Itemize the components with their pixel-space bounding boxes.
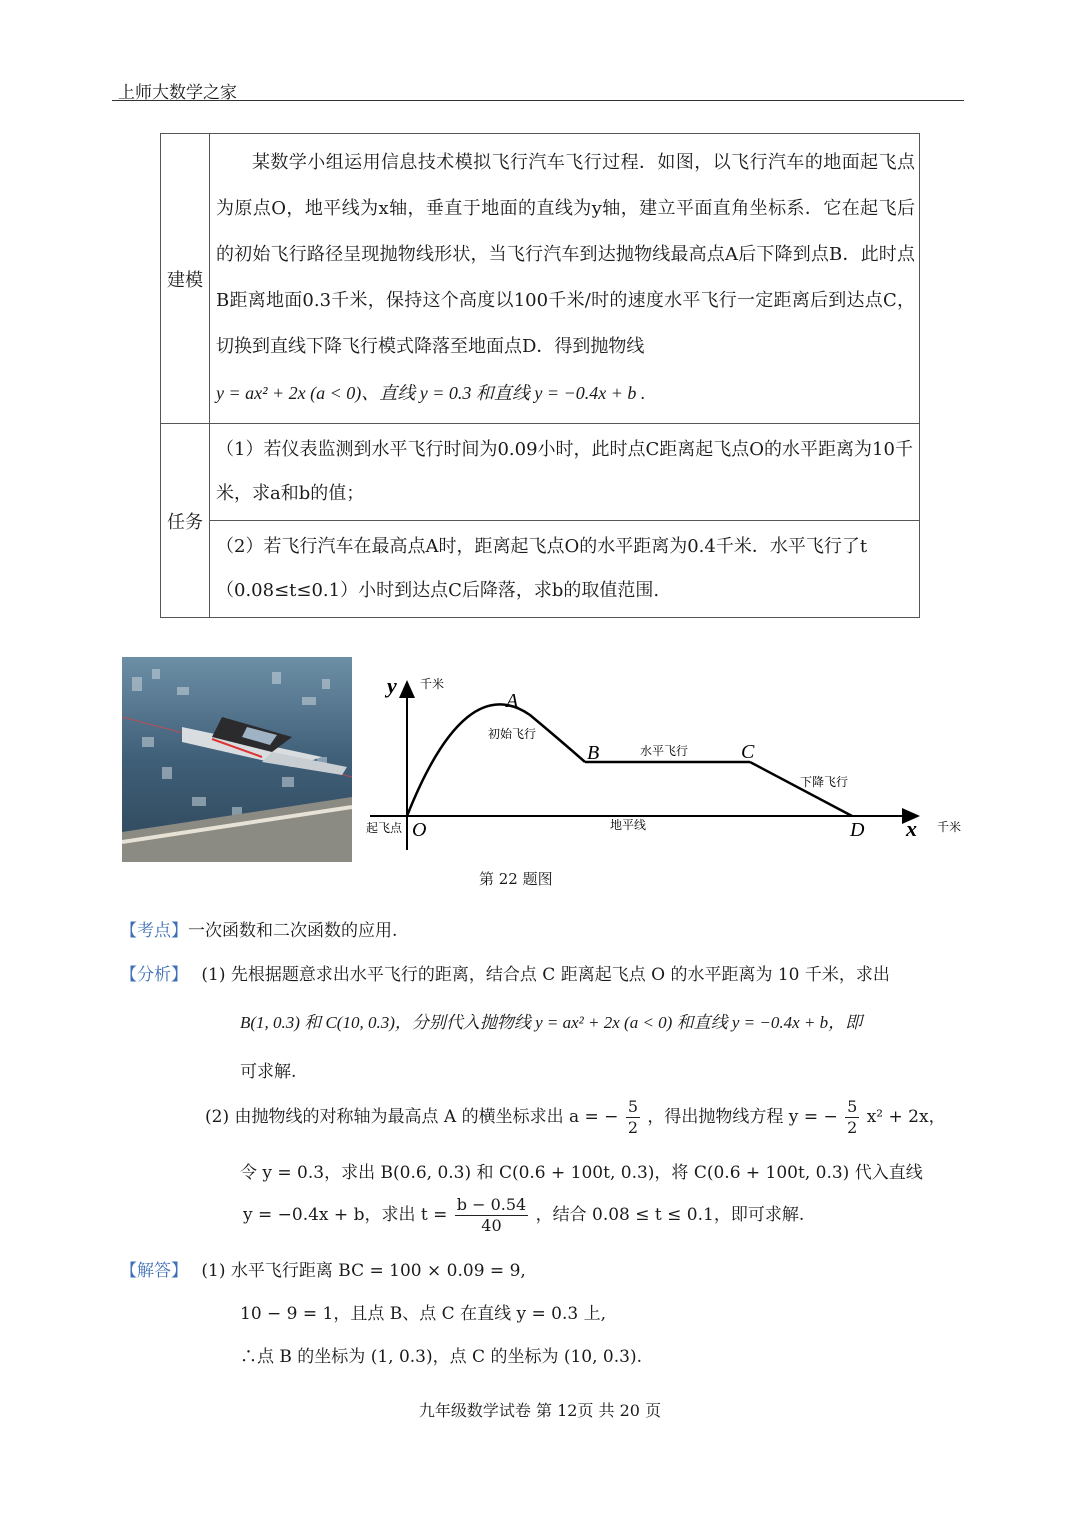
point-o-label: O: [412, 819, 427, 841]
fenxi-line-3: 可求解.: [240, 1062, 297, 1082]
fenxi-line-4: [205, 1097, 946, 1138]
point-c-label: C: [741, 741, 755, 763]
jieda-line-2: 10 − 9 = 1，且点 B、点 C 在直线 y = 0.3 上,: [240, 1304, 606, 1324]
x-axis-label: x: [906, 816, 917, 841]
header-title: 上师大数学之家: [118, 83, 237, 103]
descent-label: 下降飞行: [800, 775, 849, 789]
fraction-denominator: 40: [481, 1216, 502, 1235]
task1-cell: [210, 424, 920, 521]
point-d-label: D: [850, 819, 865, 841]
fenxi-tag: 【分析】: [120, 965, 188, 985]
fenxi-text-4a: (2) 由抛物线的对称轴为最高点 A 的横坐标求出 a = −: [205, 1107, 619, 1127]
fraction-t: [455, 1195, 528, 1236]
jieda-line-3: ∴点 B 的坐标为 (1, 0.3)，点 C 的坐标为 (10, 0.3).: [240, 1347, 642, 1367]
fenxi-text-6b: ，结合 0.08 ≤ t ≤ 0.1，即可求解.: [535, 1205, 805, 1225]
fenxi-text-4b: ，得出抛物线方程 y = −: [647, 1107, 838, 1127]
task1-text: （1）若仪表监测到水平飞行时间为0.09小时，此时点C距离起飞点O的水平距离为10千米，求a和b的值；: [216, 439, 913, 504]
fraction-numerator: 5: [627, 1097, 638, 1116]
problem-table: [160, 133, 920, 618]
fenxi-line-1: [120, 960, 890, 985]
page-footer: 九年级数学试卷 第 12页 共 20 页: [418, 1401, 662, 1420]
fenxi-line-6: [243, 1195, 804, 1236]
fraction-denominator: 2: [847, 1118, 858, 1137]
jieda-tag: 【解答】: [120, 1261, 188, 1281]
y-axis-unit: 千米: [420, 677, 445, 691]
fraction-denominator: 2: [627, 1118, 638, 1137]
horizon-label: 地平线: [610, 818, 647, 832]
fraction-numerator: 5: [847, 1097, 858, 1116]
modeling-formula: y = ax² + 2x (a < 0)、直线 y = 0.3 和直线 y = −0.4x + b .: [216, 383, 646, 403]
jieda-line-1: [120, 1256, 526, 1281]
descent-line: [750, 762, 852, 816]
fenxi-text-4c: x² + 2x，: [866, 1107, 946, 1127]
fenxi-line-5: 令 y = 0.3，求出 B(0.6, 0.3) 和 C(0.6 + 100t, 0.3)，将 C(0.6 + 100t, 0.3) 代入直线: [240, 1163, 923, 1183]
fenxi-text-1: (1) 先根据题意求出水平飞行的距离，结合点 C 距离起飞点 O 的水平距离为 10 千米，求出: [201, 965, 890, 985]
level-flight-label: 水平飞行: [640, 744, 689, 758]
fraction-five-halves: [626, 1097, 640, 1138]
task2-cell: [210, 521, 920, 618]
jieda-text-1: (1) 水平飞行距离 BC = 100 × 0.09 = 9,: [201, 1261, 526, 1281]
kaodian-line: [120, 916, 397, 941]
x-axis-unit: 千米: [937, 820, 962, 834]
modeling-paragraph: 某数学小组运用信息技术模拟飞行汽车飞行过程．如图，以飞行汽车的地面起飞点为原点O，地平线为x轴，垂直于地面的直线为y轴，建立平面直角坐标系．它在起飞后的初始飞行路径呈现抛物线形状，当飞行汽车到达抛物线最高点A后下降到点B．此时点B距离地面0.3千米，保持这个高度以100千米/时的速度水平飞行一定距离后到达点C，切换到直线下降飞行模式降落至地面点D．得到抛物线: [216, 152, 915, 357]
parabola-path: [407, 704, 585, 816]
modeling-label: 建模: [161, 134, 210, 424]
point-b-label: B: [587, 742, 600, 764]
takeoff-label: 起飞点: [366, 821, 403, 835]
initial-flight-label: 初始飞行: [488, 727, 537, 741]
modeling-cell: [210, 134, 920, 424]
kaodian-text: 一次函数和二次函数的应用.: [188, 921, 398, 941]
flying-car-photo: [122, 657, 352, 862]
figure-caption: 第 22 题图: [479, 870, 553, 888]
y-axis-label: y: [387, 673, 397, 698]
flight-graph: [360, 660, 970, 864]
modeling-text: [216, 140, 915, 417]
kaodian-tag: 【考点】: [120, 921, 188, 941]
task-label: 任务: [161, 424, 210, 618]
point-a-label: A: [506, 690, 519, 712]
fraction-numerator: b − 0.54: [456, 1195, 527, 1214]
header-rule: [112, 100, 964, 101]
fenxi-line-2: B(1, 0.3) 和 C(10, 0.3)，分别代入抛物线 y = ax² + 2x (a < 0) 和直线 y = −0.4x + b，即: [240, 1013, 863, 1032]
task2-text: （2）若飞行汽车在最高点A时，距离起飞点O的水平距离为0.4千米．水平飞行了t（0.08≤t≤0.1）小时到达点C后降落，求b的取值范围.: [216, 536, 868, 601]
fraction-five-halves-2: [845, 1097, 859, 1138]
fenxi-text-6a: y = −0.4x + b，求出 t =: [243, 1205, 448, 1225]
